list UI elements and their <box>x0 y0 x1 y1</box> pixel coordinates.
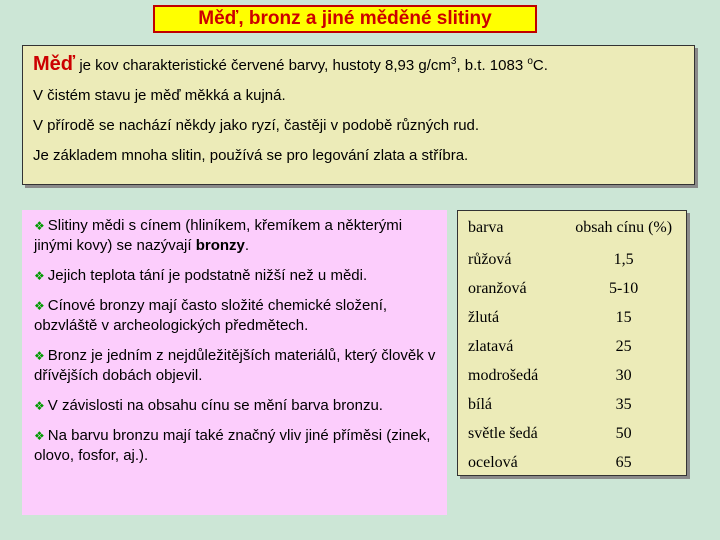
cell-color: světle šedá <box>468 424 538 442</box>
cell-value: 35 <box>615 395 632 413</box>
bullet-text: Jejich teplota tání je podstatně nižší než u mědi. <box>47 267 368 284</box>
bullet-text: Slitiny mědi s cínem (hliníkem, křemíkem a některými jinými kovy) se nazývají <box>34 217 403 254</box>
diamond-bullet-icon: ❖ <box>34 399 45 413</box>
cell-color: zlatavá <box>468 337 514 355</box>
table-row <box>458 303 686 332</box>
column-header-tin: obsah cínu (%) <box>575 219 673 236</box>
diamond-bullet-icon: ❖ <box>34 429 45 443</box>
table-row <box>458 390 686 419</box>
cell-color: oranžová <box>468 279 527 297</box>
info-line-2: V čistém stavu je měď měkká a kujná. <box>33 87 286 104</box>
cell-value: 5-10 <box>608 279 639 297</box>
table-row <box>458 274 686 303</box>
cell-color: modrošedá <box>468 366 539 384</box>
cell-color: ocelová <box>468 453 518 471</box>
cell-value: 15 <box>615 308 632 326</box>
bullet-text: Na barvu bronzu mají také značný vliv jiné příměsi (zinek, olovo, fosfor, aj.). <box>34 427 431 464</box>
table-header-row <box>458 211 686 245</box>
bullet-end: . <box>244 237 250 254</box>
table-row <box>458 361 686 390</box>
table-row <box>458 419 686 448</box>
tin-content-table <box>458 211 686 477</box>
page-title: Měď, bronz a jiné měděné slitiny <box>153 5 537 33</box>
diamond-bullet-icon: ❖ <box>34 219 45 233</box>
cell-value: 1,5 <box>613 250 634 268</box>
list-item <box>34 346 437 386</box>
cell-value: 30 <box>615 366 632 384</box>
info-line-4: Je základem mnoha slitin, používá se pro legování zlata a stříbra. <box>33 147 469 164</box>
column-header-color: barva <box>468 219 504 236</box>
cell-color: bílá <box>468 395 492 413</box>
info-line-1 <box>33 52 684 76</box>
table-row <box>458 448 686 477</box>
cell-color: růžová <box>468 250 512 268</box>
lead-word: Měď <box>33 53 76 75</box>
cell-color: žlutá <box>468 308 500 326</box>
density-exponent: 3 <box>450 56 457 67</box>
list-item <box>34 396 437 416</box>
bullet-text: V závislosti na obsahu cínu se mění barva bronzu. <box>47 397 383 414</box>
info-line-1-text: je kov charakteristické červené barvy, hustoty 8,93 g/cm <box>75 57 451 74</box>
info-line-1-end: C. <box>532 57 548 74</box>
info-line-1-tail: , b.t. 1083 <box>456 57 528 74</box>
cell-value: 65 <box>615 453 632 471</box>
copper-info-box <box>22 45 695 185</box>
bronze-bullet-list <box>22 210 447 515</box>
bullet-text: Bronz je jedním z nejdůležitějších materiálů, který člověk v dřívějších dobách objevil. <box>34 347 436 384</box>
bullet-text: Cínové bronzy mají často složité chemické složení, obzvláště v archeologických předmětech. <box>34 297 388 334</box>
diamond-bullet-icon: ❖ <box>34 299 45 313</box>
list-item <box>34 296 437 336</box>
list-item <box>34 426 437 466</box>
info-line-3: V přírodě se nachází někdy jako ryzí, častěji v podobě různých rud. <box>33 117 480 134</box>
degree-sign: o <box>527 56 533 67</box>
diamond-bullet-icon: ❖ <box>34 269 45 283</box>
diamond-bullet-icon: ❖ <box>34 349 45 363</box>
table-row <box>458 332 686 361</box>
cell-value: 50 <box>615 424 632 442</box>
tin-content-table-box <box>457 210 687 476</box>
list-item <box>34 266 437 286</box>
bullet-bold-term: bronzy <box>195 237 245 254</box>
list-item <box>34 216 437 256</box>
table-row <box>458 245 686 274</box>
cell-value: 25 <box>615 337 632 355</box>
